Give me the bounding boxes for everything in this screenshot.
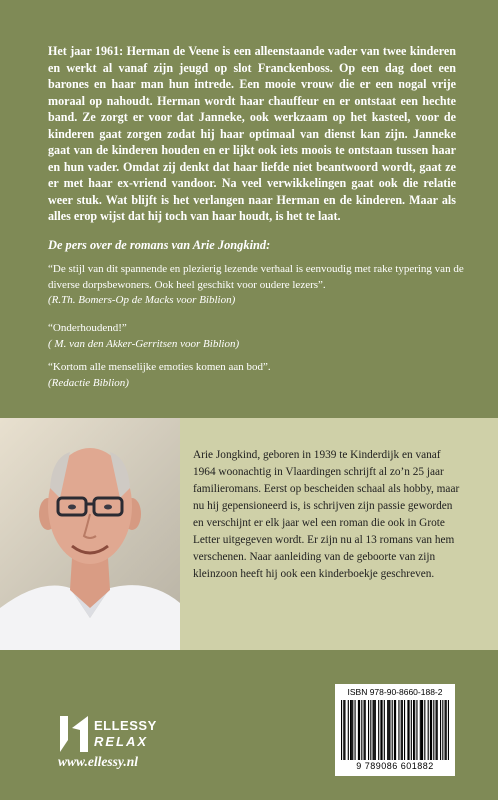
- quote-source: (R.Th. Bomers-Op de Macks voor Biblion): [48, 294, 236, 306]
- press-heading: De pers over de romans van Arie Jongkind:: [48, 238, 271, 252]
- quote-source: ( M. van den Akker-Gerritsen voor Biblion): [48, 337, 240, 350]
- quote-source: (Redactie Biblion): [48, 376, 129, 389]
- barcode-digits: 9 789086 601882: [356, 761, 434, 771]
- press-quote: [48, 360, 468, 391]
- book-blurb: Het jaar 1961: Herman de Veene is een alleenstaande vader van twee kinderen en werkt al vanaf zijn jeugd op slot Franckenboss. Op een dag doet een barones en haar man hun intrede. Een mooie vrouw die er een nogal vrije moraal op nahoudt. Herman wordt haar chauffeur en er ontstaat een hechte band. Ze zorgt er voor dat Janneke, ook werkzaam op het kasteel, voor de kinderen gaat zorgen zodat hij haar optimaal van dienst kan zijn. Janneke gaat van de kinderen houden en er lijkt ook iets moois te ontstaan tussen haar en hun vader. Omdat zij denkt dat haar liefde niet beantwoord wordt, gaat ze er met haar ex-vriend vandoor. Na veel verwikkelingen gaat ook die relatie weer stuk. Wat blijft is het verlangen naar Herman en de kinderen. Maar als alles erop wijst dat hij toch van haar houdt, is het te laat.: [48, 44, 456, 223]
- barcode-bars: [341, 700, 449, 760]
- back-cover-footer: [0, 650, 498, 800]
- author-bio: Arie Jongkind, geboren in 1939 te Kinderdijk en vanaf 1964 woonachtig in Vlaardingen schrijft al zo’n 25 jaar familieromans. Eerst op bescheiden schaal als hobby, maar nu hij gepensioneerd is, is schrijven zijn passie geworden en verschijnt er elk jaar wel een roman die ook in Grote Letter uitgegeven wordt. Er zijn nu al 13 romans van hem verschenen. Naar aanleiding van de geboorte van zijn kleinzoon heeft hij ook een kinderboekje geschreven.: [193, 449, 460, 580]
- isbn-label: ISBN 978-90-8660-188-2: [347, 687, 443, 697]
- quote-text: “De stijl van dit spannende en plezierig lezende verhaal is eenvoudig met rake typering van de diverse dorpsbewoners. Ook heel geschikt voor oudere lezers”.: [48, 263, 464, 291]
- quote-text: “Onderhoudend!”: [48, 322, 127, 334]
- quote-text: “Kortom alle menselijke emoties komen aan bod”.: [48, 361, 271, 373]
- press-quote: [48, 262, 468, 309]
- author-panel: [0, 418, 498, 650]
- author-photo: [0, 418, 180, 650]
- publisher-name: ELLESSY: [94, 718, 157, 733]
- author-portrait-illustration: [0, 418, 180, 650]
- isbn-barcode: [335, 684, 455, 776]
- publisher-imprint: RELAX: [94, 734, 149, 749]
- publisher-website[interactable]: www.ellessy.nl: [58, 754, 139, 769]
- press-quote: [48, 321, 468, 352]
- publisher-logo-icon: [58, 716, 90, 752]
